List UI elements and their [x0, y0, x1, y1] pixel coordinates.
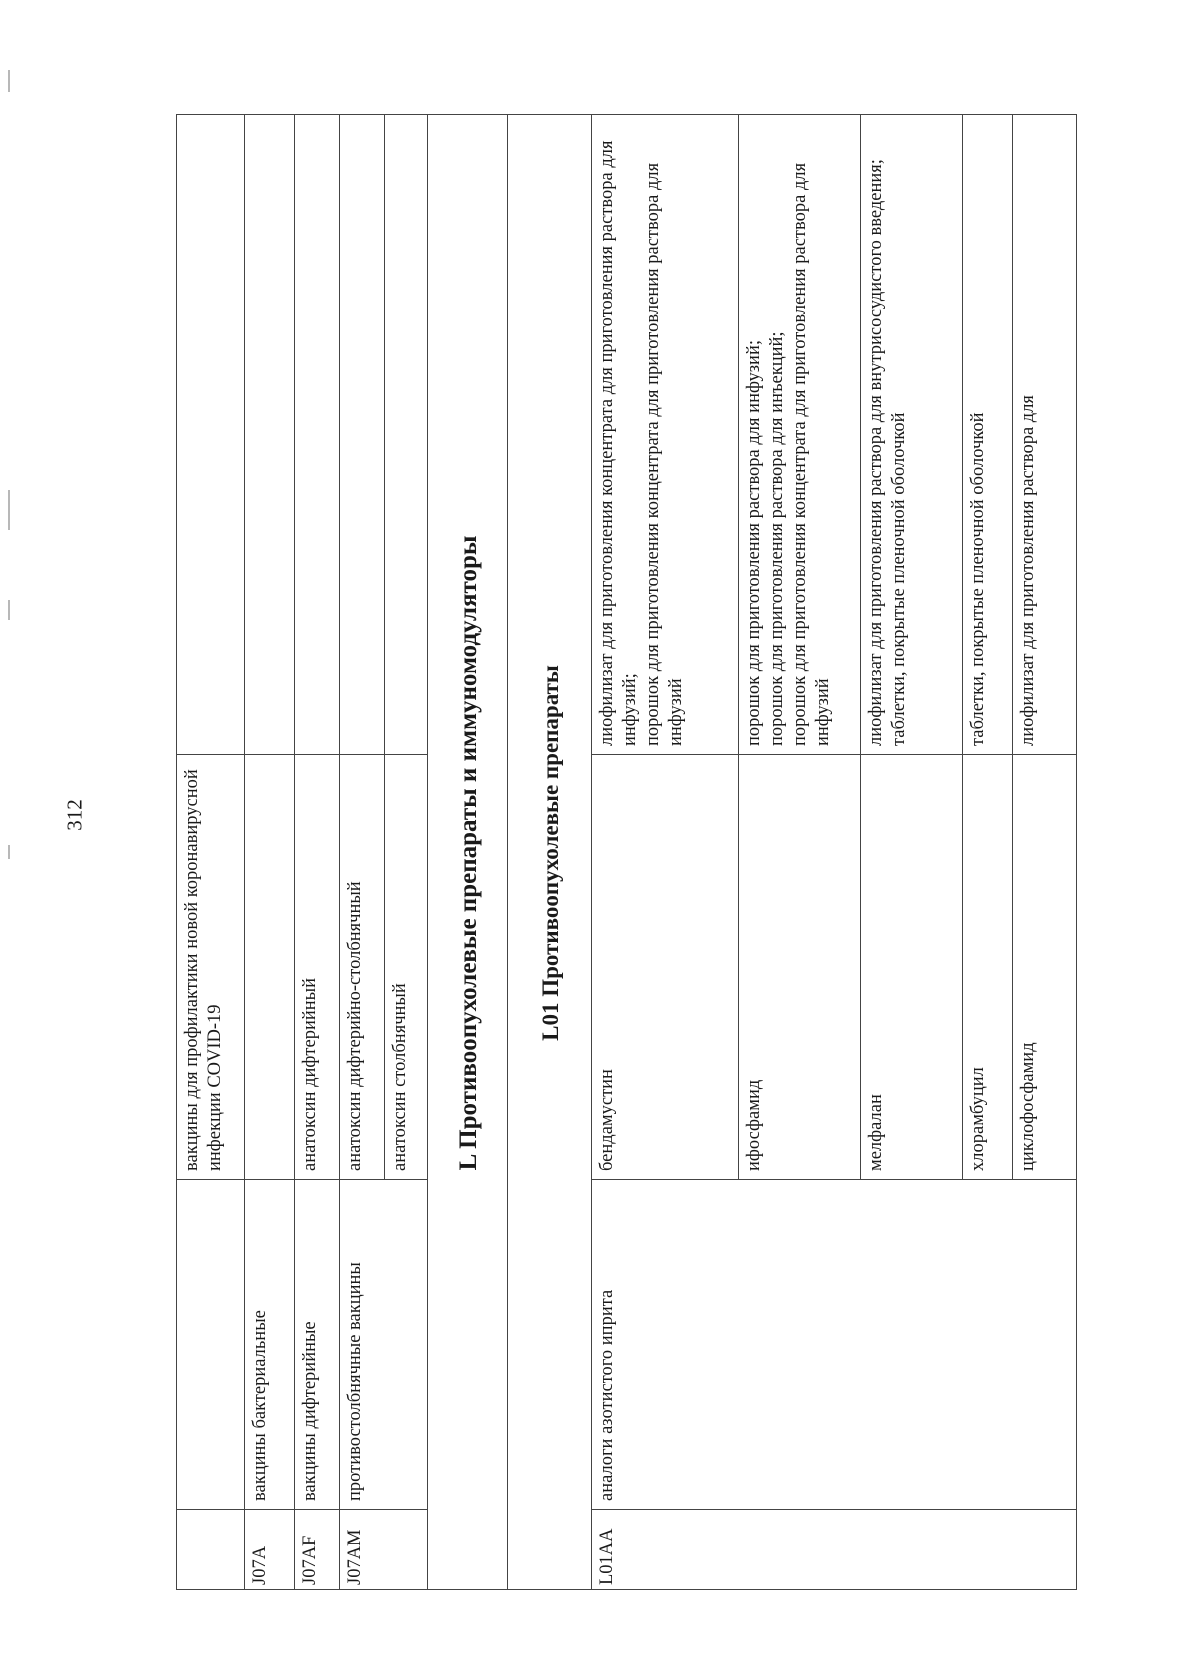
- atc-code: J07AM: [340, 1510, 428, 1590]
- table-row: [295, 115, 340, 1590]
- group-name: аналоги азотистого иприта: [592, 1180, 1077, 1510]
- section-heading-l01: L01 Противоопухолевые препараты: [508, 115, 592, 1590]
- scan-edge-marks: [8, 0, 12, 1661]
- table-row: [245, 115, 295, 1590]
- drug-name: хлорамбуцил: [963, 755, 1013, 1180]
- table-row: [592, 115, 739, 1590]
- page-number: 312: [62, 799, 87, 831]
- dosage-form: таблетки, покрытые пленочной оболочкой: [968, 412, 988, 746]
- drug-name: анатоксин дифтерийно-столбнячный: [340, 755, 385, 1180]
- section-row-l: [428, 115, 508, 1590]
- drug-name: мелфалан: [861, 755, 963, 1180]
- atc-code: L01AA: [592, 1510, 1077, 1590]
- dosage-form: порошок для приготовления раствора для инъекций;: [767, 331, 787, 746]
- drug-name: анатоксин дифтерийный: [295, 755, 340, 1180]
- drug-name: ифосфамид: [739, 755, 861, 1180]
- dosage-form: порошок для приготовления концентрата для приготовления раствора для инфузий: [643, 162, 686, 746]
- dosage-form: порошок для приготовления концентрата для приготовления раствора для инфузий: [790, 162, 833, 746]
- atc-code: [177, 1510, 245, 1590]
- drug-name: анатоксин столбнячный: [385, 755, 428, 1180]
- dosage-forms: [385, 115, 428, 755]
- dosage-forms: [592, 115, 739, 755]
- dosage-form: лиофилизат для приготовления раствора для внутрисосудистого введения;: [866, 159, 886, 746]
- drug-name: бендамустин: [592, 755, 739, 1180]
- dosage-forms: [1013, 115, 1077, 755]
- dosage-form: таблетки, покрытые пленочной оболочкой: [889, 412, 909, 746]
- dosage-forms: [739, 115, 861, 755]
- group-name: вакцины дифтерийные: [295, 1180, 340, 1510]
- dosage-forms: [861, 115, 963, 755]
- dosage-form: порошок для приготовления раствора для инфузий;: [744, 340, 764, 746]
- group-name: [177, 1180, 245, 1510]
- table-row: [177, 115, 245, 1590]
- dosage-form: лиофилизат для приготовления раствора для: [1018, 395, 1038, 746]
- section-heading-l: L Противоопухолевые препараты и иммуномодуляторы: [428, 115, 508, 1590]
- section-row-l01: [508, 115, 592, 1590]
- table-row: [340, 115, 385, 1590]
- dosage-forms: [177, 115, 245, 755]
- drug-name: вакцины для профилактики новой коронавирусной инфекции COVID-19: [177, 755, 245, 1180]
- drug-name: [245, 755, 295, 1180]
- drug-table: [176, 114, 1077, 1590]
- dosage-forms: [963, 115, 1013, 755]
- group-name: вакцины бактериальные: [245, 1180, 295, 1510]
- dosage-forms: [340, 115, 385, 755]
- dosage-form: лиофилизат для приготовления концентрата для приготовления раствора для инфузий;: [597, 140, 640, 746]
- atc-code: J07AF: [295, 1510, 340, 1590]
- group-name: противостолбнячные вакцины: [340, 1180, 428, 1510]
- dosage-forms: [245, 115, 295, 755]
- dosage-forms: [295, 115, 340, 755]
- drug-table-rotated: [176, 115, 1076, 1590]
- drug-name: циклофосфамид: [1013, 755, 1077, 1180]
- atc-code: J07A: [245, 1510, 295, 1590]
